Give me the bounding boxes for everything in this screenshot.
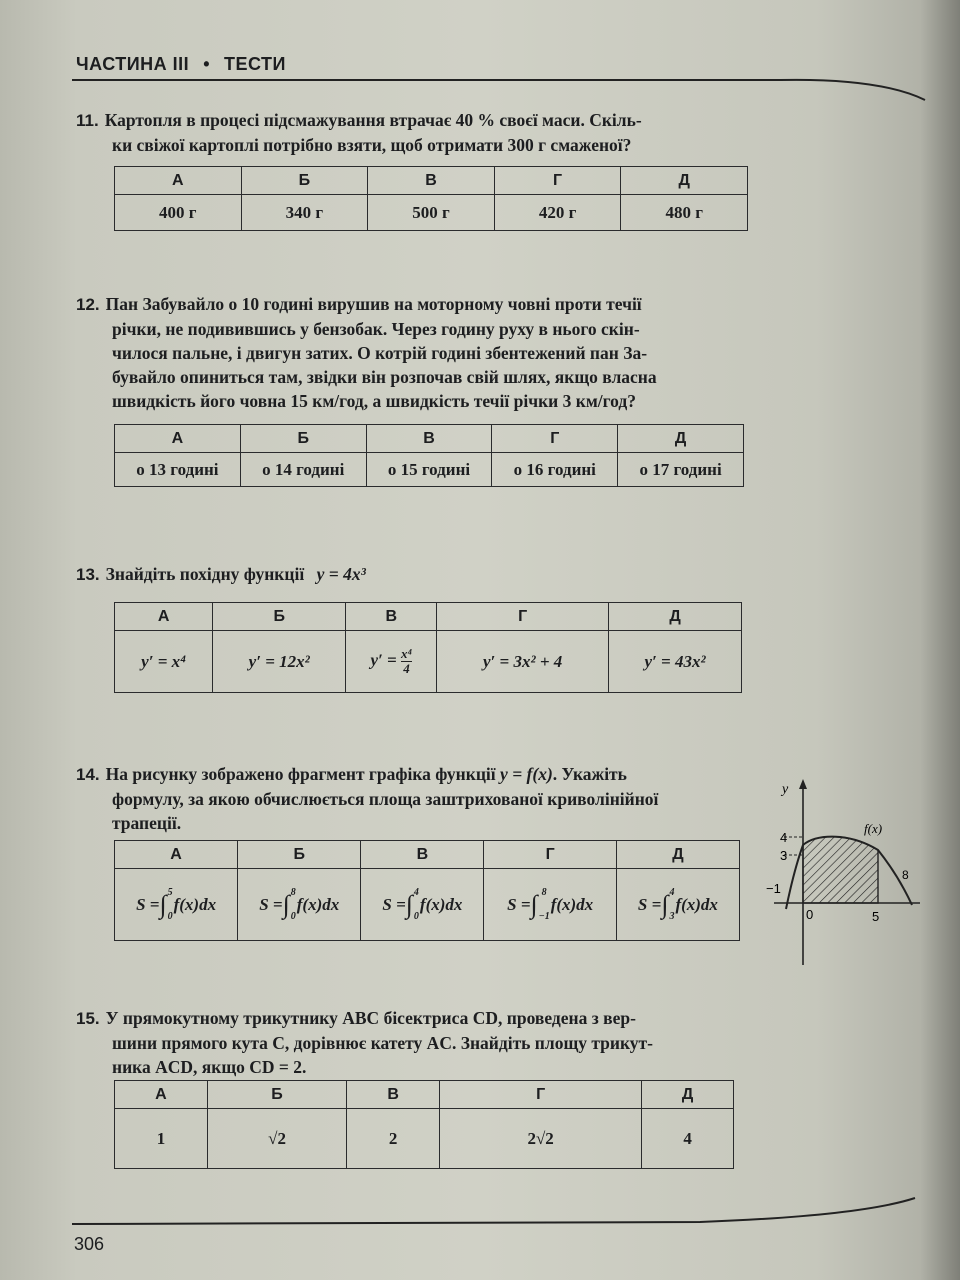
shaded-region: [803, 837, 878, 903]
answer-cell[interactable]: 4: [642, 1109, 734, 1169]
answer-cell[interactable]: [616, 869, 739, 941]
option-header: Д: [618, 425, 744, 453]
answer-table-15: [114, 1080, 734, 1169]
integral-limits: [669, 888, 674, 922]
answer-cell[interactable]: y′ = 43x²: [609, 631, 742, 693]
tick-label: 8: [902, 868, 909, 882]
integral-expression: [638, 888, 718, 922]
header-section: ТЕСТИ: [224, 54, 286, 74]
question-text-line: річки, не подивившись у бензобак. Через годину руху в нього скін-: [112, 319, 640, 339]
integral-limits: [414, 888, 419, 922]
option-header: В: [361, 841, 484, 869]
option-header: А: [115, 167, 242, 195]
answer-table-12: [114, 424, 744, 487]
question-number: 14.: [76, 765, 100, 784]
option-header: А: [115, 1081, 208, 1109]
question-text-line: . Укажіть: [552, 764, 627, 784]
curve-label: f(x): [864, 821, 883, 836]
question-text-line: шини прямого кута C, дорівнює катету AC. Знайдіть площу трикут-: [112, 1033, 653, 1053]
question-text-line: ника ACD, якщо CD = 2.: [112, 1057, 307, 1077]
option-header: Г: [494, 167, 621, 195]
integral-expression: [507, 888, 593, 922]
question-text-line: чилося пальне, і двигун затих. О котрій годині збентежений пан За-: [112, 343, 648, 363]
option-header: Б: [238, 841, 361, 869]
option-header: Б: [240, 425, 366, 453]
question-number: 13.: [76, 565, 100, 584]
area-label: S =: [507, 894, 531, 914]
answer-table-14: [114, 840, 740, 941]
answer-cell[interactable]: 480 г: [621, 195, 748, 231]
question-12: [76, 292, 657, 413]
answer-cell[interactable]: о 13 годині: [115, 453, 241, 487]
upper-limit: 4: [413, 886, 419, 898]
option-header: Б: [213, 603, 346, 631]
integral-sign: ∫: [282, 889, 290, 919]
question-text-line: швидкість його човна 15 км/год, а швидкість течії річки 3 км/год?: [112, 391, 636, 411]
answer-cell[interactable]: 340 г: [241, 195, 368, 231]
upper-limit: 5: [167, 886, 173, 898]
tick-label: 0: [806, 907, 814, 922]
integrand: f(x)dx: [173, 894, 217, 914]
question-text-line: На рисунку зображено фрагмент графіка функції: [105, 764, 496, 784]
answer-cell[interactable]: 2√2: [440, 1109, 642, 1169]
question-text-line: ки свіжої картоплі потрібно взяти, щоб отримати 300 г смаженої?: [112, 135, 632, 155]
question-11: [76, 108, 642, 157]
option-header: Г: [437, 603, 609, 631]
answer-cell[interactable]: y′ = 12x²: [213, 631, 346, 693]
tick-label: 5: [872, 909, 880, 924]
denominator: 4: [403, 661, 410, 676]
question-text-line: У прямокутному трикутнику ABC бісектриса CD, проведена з вер-: [105, 1008, 636, 1028]
area-label: S =: [259, 894, 283, 914]
tick-label: 3: [780, 848, 788, 863]
answer-cell[interactable]: 1: [115, 1109, 208, 1169]
option-header: Б: [207, 1081, 346, 1109]
answer-table-11: [114, 166, 748, 231]
lower-limit: 0: [167, 910, 173, 922]
option-header: В: [368, 167, 495, 195]
option-header: Д: [609, 603, 742, 631]
answer-cell[interactable]: [361, 869, 484, 941]
option-header: В: [346, 603, 437, 631]
fraction: [401, 647, 412, 676]
question-15: [76, 1006, 653, 1079]
lower-limit: 3: [669, 910, 675, 922]
question-number: 11.: [76, 111, 99, 130]
option-header: А: [115, 841, 238, 869]
option-header: Г: [492, 425, 618, 453]
option-header: В: [366, 425, 492, 453]
answer-cell[interactable]: y′ = x⁴: [115, 631, 213, 693]
option-header: А: [115, 425, 241, 453]
question-formula: y = 4x³: [316, 564, 366, 584]
integral-limits: [168, 888, 173, 922]
lower-limit: −1: [538, 910, 550, 922]
integral-expression: [136, 888, 216, 922]
question-14: [76, 762, 658, 835]
question-number: 12.: [76, 295, 100, 314]
header-separator: •: [203, 54, 210, 74]
question-text-line: формулу, за якою обчислюється площа заштрихованої криволінійної: [112, 789, 659, 809]
area-label: S =: [637, 894, 662, 914]
integral-limits: [539, 888, 550, 922]
answer-cell[interactable]: о 16 годині: [492, 453, 618, 487]
integral-limits: [291, 888, 296, 922]
answer-cell[interactable]: [346, 631, 437, 693]
answer-prefix: y′ =: [370, 650, 397, 670]
area-label: S =: [136, 894, 160, 914]
integral-expression: [382, 888, 462, 922]
answer-cell[interactable]: 400 г: [115, 195, 242, 231]
upper-limit: 8: [290, 886, 296, 898]
option-header: Д: [616, 841, 739, 869]
question-number: 15.: [76, 1009, 100, 1028]
integrand: f(x)dx: [550, 894, 594, 914]
header-part: ЧАСТИНА III: [76, 54, 190, 74]
option-header: В: [347, 1081, 440, 1109]
lower-limit: 0: [290, 910, 296, 922]
option-header: А: [115, 603, 213, 631]
option-header: Б: [241, 167, 368, 195]
answer-cell[interactable]: [484, 869, 616, 941]
option-header: Д: [642, 1081, 734, 1109]
answer-cell[interactable]: √2: [207, 1109, 346, 1169]
integral-sign: ∫: [159, 889, 167, 919]
question-text-line: Пан Забувайло о 10 годині вирушив на моторному човні проти течії: [105, 294, 642, 314]
upper-limit: 4: [669, 886, 675, 898]
answer-cell[interactable]: y′ = 3x² + 4: [437, 631, 609, 693]
tick-label: 4: [780, 830, 788, 845]
answer-table-13: [114, 602, 742, 693]
integral-sign: ∫: [405, 889, 413, 919]
numerator: x⁴: [400, 646, 412, 661]
answer-cell[interactable]: о 14 годині: [240, 453, 366, 487]
integrand: f(x)dx: [675, 894, 718, 914]
answer-cell[interactable]: 2: [347, 1109, 440, 1169]
integral-expression: [259, 888, 339, 922]
question-text-line: бувайло опиниться там, звідки він розпочав свій шлях, якщо власна: [112, 367, 657, 387]
answer-cell[interactable]: 420 г: [494, 195, 621, 231]
integral-sign: ∫: [530, 889, 538, 919]
integral-sign: ∫: [661, 889, 669, 919]
lower-limit: 0: [413, 910, 419, 922]
integrand: f(x)dx: [419, 894, 463, 914]
option-header: Г: [440, 1081, 642, 1109]
question-text-line: трапеції.: [112, 813, 182, 833]
function-graph: [760, 775, 930, 975]
upper-limit: 8: [541, 886, 547, 898]
option-header: Д: [621, 167, 748, 195]
y-axis-arrow: [799, 779, 807, 789]
question-text-line: Картопля в процесі підсмажування втрачає 40 % своєї маси. Скіль-: [104, 110, 642, 130]
area-label: S =: [382, 894, 406, 914]
tick-label: −1: [766, 881, 781, 896]
answer-cell[interactable]: 500 г: [368, 195, 495, 231]
page-number: 306: [74, 1234, 105, 1254]
answer-cell[interactable]: [115, 869, 238, 941]
option-header: Г: [484, 841, 616, 869]
question-text: Знайдіть похідну функції: [105, 564, 305, 584]
question-13: [76, 562, 366, 587]
answer-cell[interactable]: [238, 869, 361, 941]
integrand: f(x)dx: [296, 894, 340, 914]
answer-cell[interactable]: о 15 годині: [366, 453, 492, 487]
answer-cell[interactable]: о 17 годині: [618, 453, 744, 487]
function-notation: y = f(x): [500, 764, 553, 784]
y-axis-label: y: [782, 782, 789, 797]
